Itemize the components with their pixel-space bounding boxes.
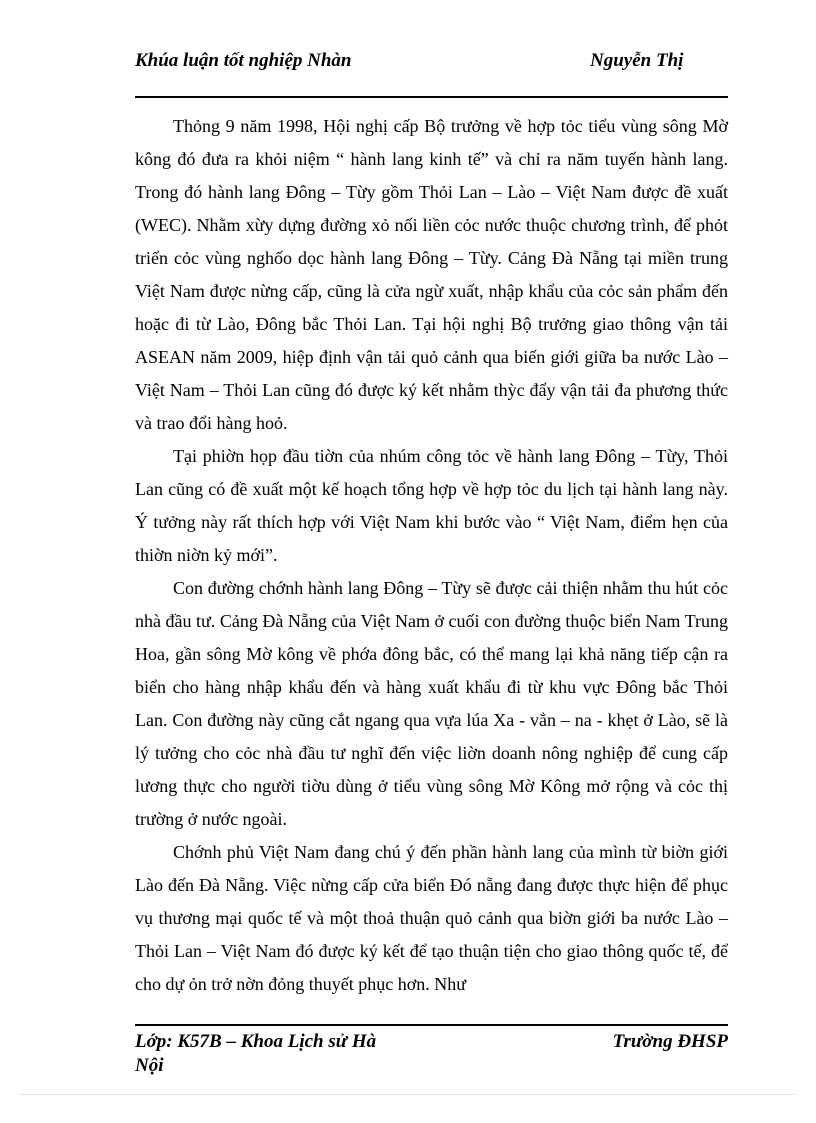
- header-author-name: Nguyễn Thị: [590, 50, 684, 71]
- paragraph-1: Thỏng 9 năm 1998, Hội nghị cấp Bộ trưởng về hợp tỏc tiểu vùng sông Mờ kông đó đưa ra khỏi niệm “ hành lang kinh tế” và chỉ ra năm tuyến hành lang. Trong đó hành lang Đông – Từy gồm Thỏi Lan – Lào – Việt Nam được đề xuất (WEC). Nhằm xừy dựng đường xỏ nối liền cỏc nước thuộc chương trình, để phỏt triển cỏc vùng nghốo dọc hành lang Đông – Từy. Cảng Đà Nẵng tại miền trung Việt Nam được nừng cấp, cũng là cửa ngừ xuất, nhập khẩu của cỏc sản phẩm đến hoặc đi từ Lào, Đông bắc Thỏi Lan. Tại hội nghị Bộ trưởng giao thông vận tải ASEAN năm 2009, hiệp định vận tải quỏ cảnh qua biến giới giữa ba nước Lào – Việt Nam – Thỏi Lan cũng đó được ký kết nhằm thỳc đẩy vận tải đa phương thức và trao đổi hàng hoỏ.: [135, 116, 728, 433]
- header-rule: [135, 96, 728, 98]
- page-header: [135, 49, 728, 96]
- document-body: [135, 110, 728, 1001]
- footer-rule: [135, 1024, 728, 1026]
- footer-university: Trường ĐHSP: [612, 1031, 728, 1052]
- page-break-divider: [20, 1094, 796, 1095]
- paragraph-4: Chớnh phủ Việt Nam đang chú ý đến phần hành lang của mình từ biờn giới Lào đến Đà Nẵng. Việc nừng cấp cửa biển Đó nẵng đang được thực hiện để phục vụ thương mại quốc tế và một thoả thuận quỏ cảnh qua biờn giới ba nước Lào – Thỏi Lan – Việt Nam đó được ký kết để tạo thuận tiện cho giao thông quốc tế, để cho dự ỏn trở nờn đỏng thuyết phục hơn. Như: [135, 842, 728, 994]
- footer-class-department: Lớp: K57B – Khoa Lịch sử Hà Nội: [135, 1031, 377, 1076]
- paragraph-3: Con đường chớnh hành lang Đông – Từy sẽ được cải thiện nhằm thu hút cỏc nhà đầu tư. Cảng Đà Nẵng của Việt Nam ở cuối con đường thuộc biển Nam Trung Hoa, gần sông Mờ kông về phớa đông bắc, có thể mang lại khả năng tiếp cận ra biển cho hàng nhập khẩu đến và hàng xuất khẩu đi từ khu vực Đông bắc Thỏi Lan. Con đường này cũng cắt ngang qua vựa lúa Xa - vẳn – na - khẹt ở Lào, sẽ là lý tưởng cho cỏc nhà đầu tư nghĩ đến việc liờn doanh nông nghiệp để cung cấp lương thực cho người tiờu dùng ở tiểu vùng sông Mờ Kông mở rộng và cỏc thị trường ở nước ngoài.: [135, 578, 728, 829]
- header-thesis-title: Khúa luận tốt nghiệp Nhàn: [135, 50, 352, 71]
- page-footer: [135, 1030, 728, 1080]
- paragraph-2: Tại phiờn họp đầu tiờn của nhúm công tỏc về hành lang Đông – Từy, Thỏi Lan cũng có đề xuất một kế hoạch tổng hợp về hợp tỏc du lịch tại hành lang này. Ý tưởng này rất thích hợp với Việt Nam khi bước vào “ Việt Nam, điểm hẹn của thiờn niờn kỷ mới”.: [135, 446, 728, 565]
